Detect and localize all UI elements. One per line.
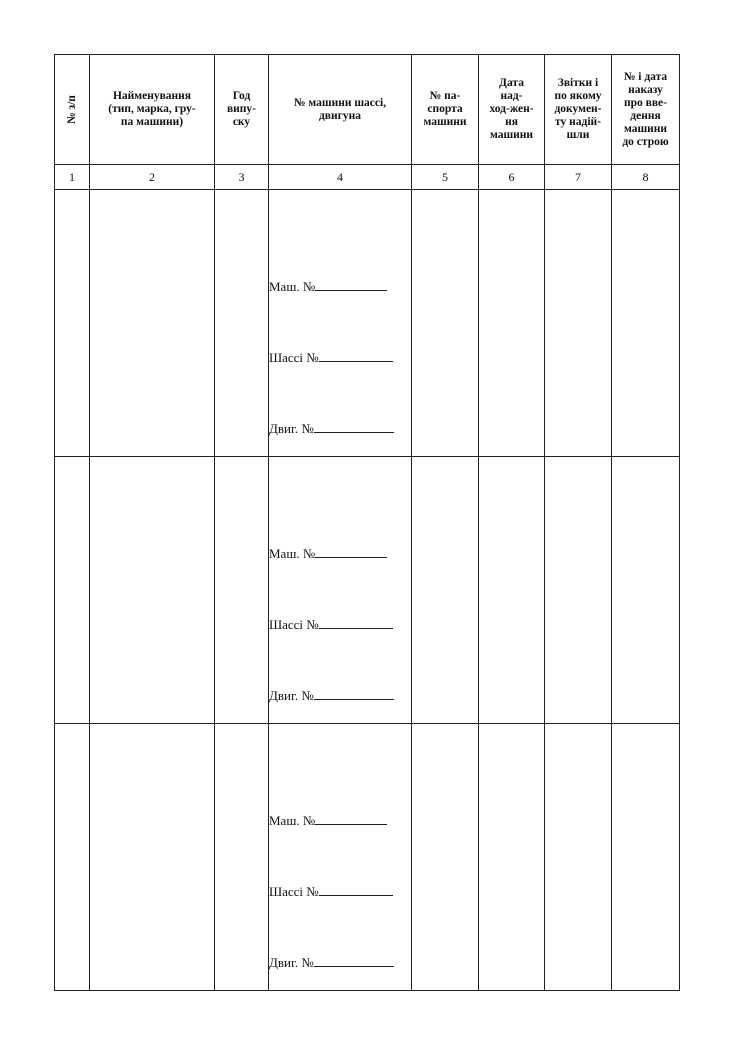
engine-number-label: Двиг. № — [269, 955, 314, 970]
column-number: 5 — [412, 165, 479, 190]
source-document-cell[interactable] — [545, 457, 612, 724]
column-number: 6 — [479, 165, 545, 190]
source-document-cell[interactable] — [545, 190, 612, 457]
index-cell[interactable] — [55, 190, 90, 457]
table-row — [55, 457, 680, 724]
column-number-row — [55, 165, 680, 190]
table-row — [55, 190, 680, 457]
header-machine-numbers: № машини шассі, двигуна — [269, 55, 412, 165]
column-number: 7 — [545, 165, 612, 190]
name-cell[interactable] — [90, 457, 215, 724]
machine-register-table — [54, 54, 680, 991]
chassis-number-field[interactable] — [269, 349, 411, 365]
commission-order-cell[interactable] — [612, 724, 680, 991]
chassis-number-field[interactable] — [269, 883, 411, 899]
machine-number-field[interactable] — [269, 545, 411, 561]
chassis-number-label: Шассі № — [269, 350, 319, 365]
name-cell[interactable] — [90, 190, 215, 457]
header-passport: № па- спорта машини — [412, 55, 479, 165]
chassis-number-field[interactable] — [269, 616, 411, 632]
machine-numbers-cell — [269, 724, 412, 991]
year-cell[interactable] — [215, 190, 269, 457]
arrival-date-cell[interactable] — [479, 190, 545, 457]
engine-number-blank[interactable] — [314, 954, 394, 967]
year-cell[interactable] — [215, 724, 269, 991]
year-cell[interactable] — [215, 457, 269, 724]
chassis-number-label: Шассі № — [269, 617, 319, 632]
header-name: Найменування (тип, марка, гру- па машини) — [90, 55, 215, 165]
arrival-date-cell[interactable] — [479, 724, 545, 991]
machine-number-blank[interactable] — [315, 278, 387, 291]
index-cell[interactable] — [55, 457, 90, 724]
commission-order-cell[interactable] — [612, 190, 680, 457]
arrival-date-cell[interactable] — [479, 457, 545, 724]
machine-numbers-cell — [269, 457, 412, 724]
machine-number-field[interactable] — [269, 278, 411, 294]
index-cell[interactable] — [55, 724, 90, 991]
header-year: Год випу- ску — [215, 55, 269, 165]
engine-number-field[interactable] — [269, 687, 411, 703]
chassis-number-blank[interactable] — [319, 883, 393, 896]
engine-number-field[interactable] — [269, 420, 411, 436]
machine-number-field[interactable] — [269, 812, 411, 828]
header-index-label: № з/п — [65, 95, 78, 124]
header-row — [55, 55, 680, 165]
machine-number-blank[interactable] — [315, 812, 387, 825]
column-number: 2 — [90, 165, 215, 190]
engine-number-blank[interactable] — [314, 420, 394, 433]
passport-cell[interactable] — [412, 457, 479, 724]
engine-number-blank[interactable] — [314, 687, 394, 700]
column-number: 1 — [55, 165, 90, 190]
chassis-number-blank[interactable] — [319, 616, 393, 629]
machine-number-label: Маш. № — [269, 813, 316, 828]
name-cell[interactable] — [90, 724, 215, 991]
header-source-document: Звітки і по якому докумен- ту надій- шли — [545, 55, 612, 165]
engine-number-label: Двиг. № — [269, 688, 314, 703]
column-number: 8 — [612, 165, 680, 190]
machine-number-label: Маш. № — [269, 279, 316, 294]
chassis-number-blank[interactable] — [319, 349, 393, 362]
machine-number-label: Маш. № — [269, 546, 316, 561]
source-document-cell[interactable] — [545, 724, 612, 991]
passport-cell[interactable] — [412, 724, 479, 991]
table-row — [55, 724, 680, 991]
engine-number-field[interactable] — [269, 954, 411, 970]
header-arrival-date: Дата над- ход-жен- ня машини — [479, 55, 545, 165]
column-number: 4 — [269, 165, 412, 190]
commission-order-cell[interactable] — [612, 457, 680, 724]
header-commission-order: № і дата наказу про вве- дення машини до строю — [612, 55, 680, 165]
machine-numbers-cell — [269, 190, 412, 457]
machine-number-blank[interactable] — [315, 545, 387, 558]
passport-cell[interactable] — [412, 190, 479, 457]
column-number: 3 — [215, 165, 269, 190]
header-index — [55, 55, 90, 165]
engine-number-label: Двиг. № — [269, 421, 314, 436]
chassis-number-label: Шассі № — [269, 884, 319, 899]
